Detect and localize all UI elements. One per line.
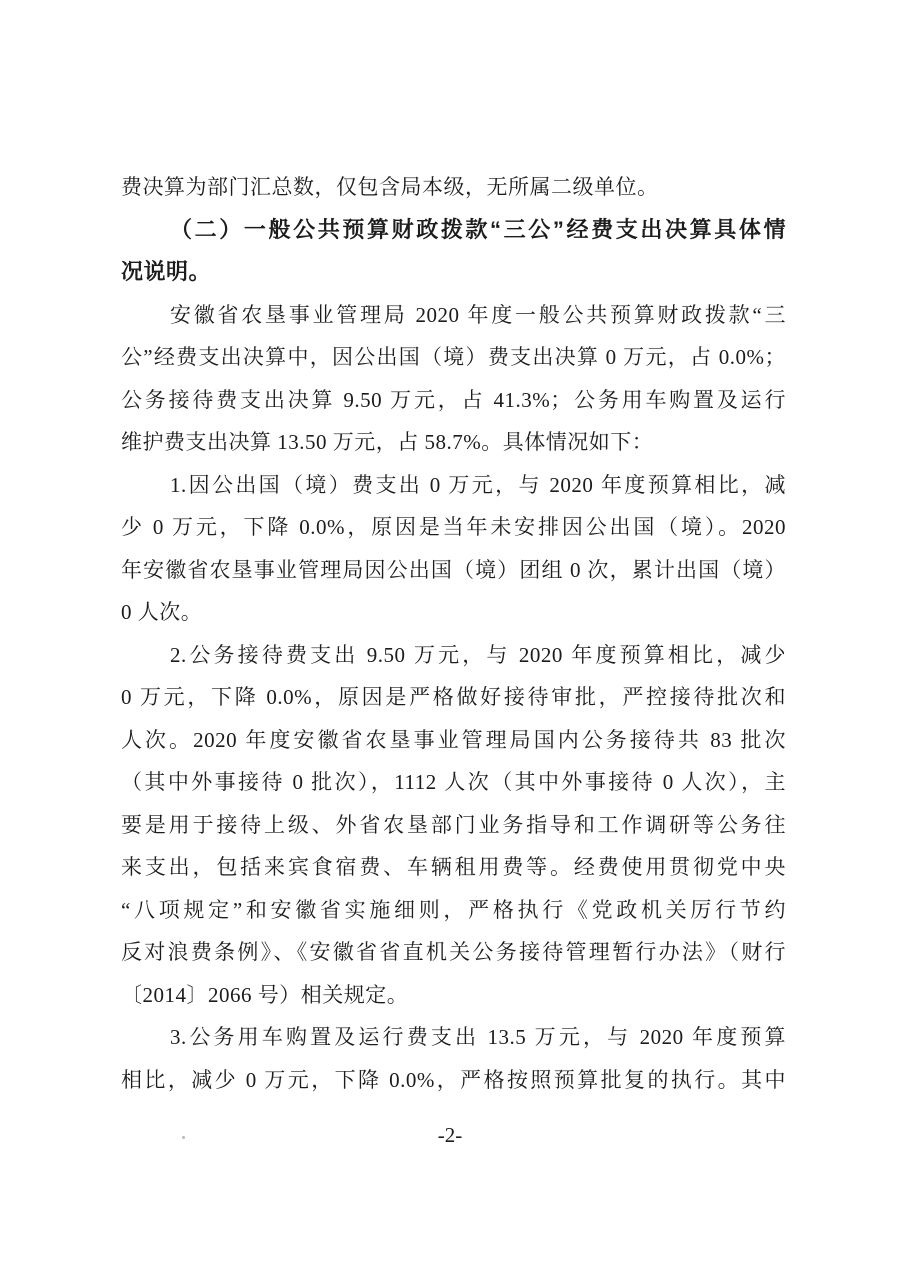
body-text-line: 2.公务接待费支出 9.50 万元，与 2020 年度预算相比，减少 (170, 642, 786, 667)
body-text-line: 年安徽省农垦事业管理局因公出国（境）团组 0 次，累计出国（境） (121, 557, 786, 582)
body-text-line: 费决算为部门汇总数，仅包含局本级，无所属二级单位。 (121, 175, 659, 199)
body-text-line: “八项规定”和安徽省实施细则，严格执行《党政机关厉行节约 (121, 897, 786, 922)
body-text-line: （其中外事接待 0 批次），1112 人次（其中外事接待 0 人次），主 (121, 770, 786, 794)
body-text-line: 公”经费支出决算中，因公出国（境）费支出决算 0 万元，占 0.0%； (121, 345, 786, 369)
body-text-line: 1.因公出国（境）费支出 0 万元，与 2020 年度预算相比，减 (170, 472, 786, 497)
body-text-line: 要是用于接待上级、外省农垦部门业务指导和工作调研等公务往 (121, 812, 786, 837)
body-text-line: 0 万元，下降 0.0%，原因是严格做好接待审批，严控接待批次和 (121, 685, 786, 709)
body-text-line: 维护费支出决算 13.50 万元，占 58.7%。具体情况如下： (121, 430, 654, 454)
document-body (121, 166, 786, 1101)
body-text-line: 安徽省农垦事业管理局 2020 年度一般公共预算财政拨款“三 (170, 302, 786, 327)
page-number: -2- (437, 1123, 463, 1147)
body-text-line: 人次。2020 年度安徽省农垦事业管理局国内公务接待共 83 批次 (121, 727, 786, 752)
body-text-line: 3.公务用车购置及运行费支出 13.5 万元，与 2020 年度预算 (170, 1025, 786, 1049)
body-text-line: 相比，减少 0 万元，下降 0.0%，严格按照预算批复的执行。其中 (121, 1067, 786, 1092)
body-text-line: 公务接待费支出决算 9.50 万元，占 41.3%；公务用车购置及运行 (121, 387, 786, 412)
section-heading-line: （二）一般公共预算财政拨款“三公”经费支出决算具体情 (170, 216, 786, 242)
section-heading-line: 况说明。 (121, 259, 212, 284)
body-text-line: 〔2014〕2066 号）相关规定。 (121, 982, 409, 1007)
body-text-line: 来支出，包括来宾食宿费、车辆租用费等。经费使用贯彻党中央 (121, 855, 786, 879)
body-text-line: 反对浪费条例》、《安徽省省直机关公务接待管理暂行办法》（财行 (121, 940, 786, 964)
body-text-line: 少 0 万元，下降 0.0%，原因是当年未安排因公出国（境）。2020 (121, 515, 786, 539)
body-text-line: 0 人次。 (121, 600, 203, 624)
